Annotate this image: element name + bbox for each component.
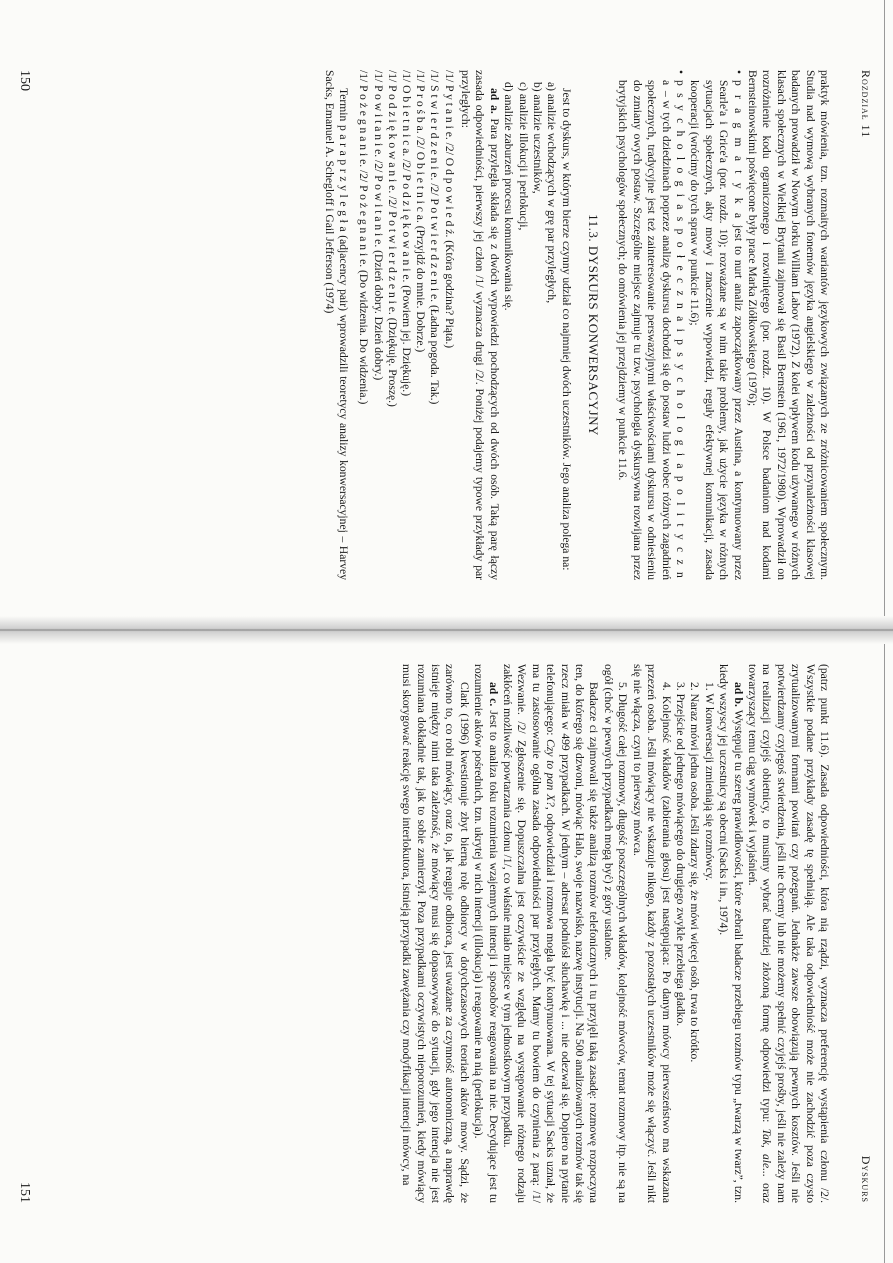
list-item: b) analizie uczestników,	[531, 82, 545, 194]
example-line: /1/ P o w i t a n i e. /2/ P o w i t a n i e. (Dzień dobry. Dzień dobry.)	[371, 70, 385, 381]
example-line: /1/ S t w i e r d z e n i e. /2/ P o t w i e r d z e n i e. (Ładna pogoda. Tak.)	[428, 70, 442, 405]
rule-item: 4. Kolejność wkładów (zabierania głosu) jest następująca: Po danym mówcy pierwszeństwo ma wskazana przezeń osoba. Jeśli mówiący nie wskazuje nikogo, każdy z pozostałych uczestników może się włączyć. Jeśli nikt się nie włącza, czyni to pierwszy mówca.	[630, 664, 673, 1203]
paragraph-text: Badacze ci zajmowali się także analizą rozmów telefonicznych i tu przyjęli taką zasadę: rozmowę rozpoczyna ten, do którego się dzwoni, mówiąc Halo, swoje nazwisko, nazwę instytucji. Na 500 analizowanych rozmów tak się rzecz miała w 499 przypadkach. W jednym – adresat podniósł słuchawkę i ... nie odezwał się. Dopiero na pytanie telefonującego:	[544, 664, 601, 1203]
italic-text: Tak, ale...	[760, 1122, 774, 1177]
ad-label: ad a.	[487, 88, 501, 114]
paragraph-text: oraz towarzyszący temu ciąg wymówek i wyjaśnień.	[745, 664, 774, 1203]
rule-item: 5. Długość całej rozmowy, długość poszczególnych wkładów, kolejność mówców, temat rozmowy itp. nie są na ogół (choć w pewnych przypadkach mogą być) z góry ustalone.	[601, 664, 630, 1203]
example-line: /1/ P o ż e g n a n i e. /2/ P o ż e g n a n i e. (Do widzenia. Do widzenia.)	[357, 70, 371, 405]
paragraph: Termin p a r a p r z y l e g ł a (adjacency pair) wprowadzili teoretycy analizy konwersacyjnej – Harvey Sacks, Emanuel A. Schegloff i Gail Jefferson (1974)	[322, 70, 351, 580]
bullet-text: – w tych dziedzinach poprzez analizę dyskursu dochodzi się do postaw ludzi wobec różnych zagadnień społecznych, tradycyjne jest też zainteresowanie perswazyjnymi właściwościami dyskursu w odniesieniu do zmiany owych postaw. Szczególne miejsce zajmuje tu tzw. psychologia dyskursywna rozwijana przez brytyjskich psychologów społecznych; do omówienia jej przejdziemy w punkcie 11.6.	[616, 80, 673, 580]
page-number-left: 150	[17, 70, 32, 91]
example-line: /1/ P o d z i ę k o w a n i e. /2/ P o t w i e r d z e n i e. (Dziękuję. Proszę.)	[385, 70, 399, 407]
adjacency-pair-examples	[356, 70, 455, 580]
bullet-text: jest to nurt analiz zapoczątkowany przez Austina, a kontynuowany przez Searle'a i Grice'a (por. rozdz. 10); rozważane są w nim takie problemy, jak użycie języka w różnych sytuacjach społecznych, akty mowy i znaczenie wypowiedzi, reguły efektywnej komunikacji, zasada kooperacji (wrócimy do tych spraw w punkcie 11.6);	[688, 80, 745, 580]
example-line: /1/ O b i e t n i c a. /2/ P o d z i ę k o w a n i e. (Powiem jej. Dziękuję.)	[400, 70, 414, 397]
bullet-pragmatyka	[687, 70, 745, 580]
paragraph: praktyk mówienia, tzn. rozmaitych wariantów językowych związanych ze zróżnicowaniem społecznym. Studia nad wymową wybranych fonemów języka angielskiego w zależności od przynależności klasowej badanych prowadził w Nowym Jorku William Labov (1972). Z kolei wpływem kodu używanego w różnych klasach społecznych w Wielkiej Brytanii zajmował się Basil Bernstein (1961, 1972/1980). Wprowadził on rozróżnienie kodu ograniczonego i rozwiniętego (por. rozdz. 10). W Polsce badaniom nad kodami Bernsteinowskimi poświęcone były prace Marka Ziółkowskiego (1976);	[745, 70, 831, 580]
paragraph-text: Para przyległa składa się z dwóch wypowiedzi pochodzących od dwóch osób. Taką parę łączy zasada odpowiedniości, pierwszy jej człon /1/ wyznacza drugi /2/. Poniżej podajemy typowe przykłady par przyległych:	[459, 70, 501, 581]
example-line: /1/ P r o ś b a. /2/ O b i e t n i c a. (Przyjdź do mnie. Dobrze.)	[414, 70, 428, 353]
paragraph-text: , odpowiedział i rozmowa mogła być kontynuowana. W tej sytuacji Sacks uznał, że ma tu zastosowanie ogólna zasada odpowiedniości par przyległych. Mamy tu bowiem do czynienia z parą: /1/ Wezwanie. /2/ Zgłoszenie się. Dopuszczalna jest oczywiście ze względu na występowanie różnego rodzaju zakłóceń możliwość powtarzania członu /1/, co właśnie miało miejsce w tym jednostkowym przypadku.	[501, 664, 558, 1204]
bullet-lead: p r a g m a t y k a	[731, 80, 745, 221]
section-heading: 11.3. DYSKURS KONWERSACYJNY	[585, 214, 601, 436]
ad-label: ad b.	[731, 682, 745, 707]
right-page	[0, 640, 893, 1263]
paragraph-text: (patrz punkt 11.6). Zasada odpowiedniości, która nią rządzi, wyznacza preferencję wystąpienia członu /2/. Wszystkie podane przykłady zasadę tę spełniają. Ale taka odpowiedniość może nie zachodzić poza czysto zrytualizowanymi formami powitań czy pożegnań. Jednakże zawsze obowiązują pewnych kosztów. Jeśli nie potwierdzamy czyjegoś stwierdzenia, jeśli nie chcemy lub nie możemy spełnić czyjejś prośby, jeśli nie zależy nam na realizacji czyjejś obietnicy, to musimy wybrać bardziej złożoną formę odpowiedzi typu:	[760, 664, 831, 1203]
italic-text: Czy to pan X?	[544, 735, 558, 807]
paragraph: Clark (1996) kwestionuje zbyt bierną rolę odbiorcy w dotychczasowych teoriach aktów mowy. Sądzi, że zarówno to, co robi mówiący, oraz to, jak reaguje odbiorca, jest uważane za czynność autonomiczną, a naprawdę istnieje między nimi taka zależność, że mówiący musi się dopasowywać do sytuacji, gdy jego intencja nie jest rozumiana dokładnie tak, jak to sobie zamierzył. Poza przypadkami oczywistych nieporozumień, kiedy mówiący musi skorygować reakcję swego interlokutora, istnieją przypadki zawężania czy modyfikacji intencji mówcy, na	[400, 664, 471, 1203]
list-item: a) analizie wchodzących w grę par przyległych,	[545, 82, 559, 304]
ad-label: ad c.	[486, 682, 500, 707]
paragraph-text: Jest to analiza toku rozumienia wzajemnych intencji i sposobów reagowania na nie. Decydujące jest tu rozumienie aktów pośrednich, tzn. ukrytej w nich intencji (illokucja) i reagowanie na nią (perlokucja).	[472, 664, 500, 1203]
list-item: d) analizie zaburzeń procesu komunikowania się.	[502, 82, 516, 311]
list-item: c) analizie illokucji i perlokucji,	[516, 82, 530, 231]
paragraph-text: Występuje tu szereg prawidłowości, które zebrali badacze przebiegu rozmów typu „twarzą w twarz”, tzn. kiedy wszyscy jej uczestnicy są obecni (Sacks i in., 1974).	[717, 664, 745, 1203]
example-line: /1/ P y t a n i e. /2/ O d p o w i e d ź. (Która godzina? Piąta.)	[442, 70, 456, 349]
rule-item: 3. Przejście od jednego mówiącego do drugiego zwykle przebiega gładko.	[673, 682, 687, 1027]
paragraph-ad-a	[458, 70, 501, 580]
page-number-right: 151	[17, 1182, 32, 1203]
paragraph: Jest to dyskurs, w którym bierze czynny udział co najmniej dwóch uczestników. Jego analiza polega na:	[559, 88, 573, 571]
left-page	[0, 0, 893, 620]
paragraph	[745, 664, 831, 1203]
running-header-left: Rozdział 11	[859, 70, 873, 139]
running-header-right: Dyskurs	[859, 1155, 873, 1203]
bullet-lead: p s y c h o l o g i a s p o ł e c z n a i p s y c h o l o g i a p o l i t y c z n a	[659, 80, 687, 580]
rule-item: 2. Naraz mówi jedna osoba. Jeśli zdarzy się, że mówi więcej osób, trwa to krótko.	[688, 682, 702, 1063]
bullet-psychologia	[615, 70, 687, 580]
paragraph-ad-b	[716, 664, 745, 1203]
paragraph-ad-c	[471, 664, 500, 1203]
paragraph	[500, 664, 601, 1203]
analysis-list	[501, 82, 559, 580]
rule-item: 1. W konwersacji zmieniają się rozmówcy.	[702, 682, 716, 881]
